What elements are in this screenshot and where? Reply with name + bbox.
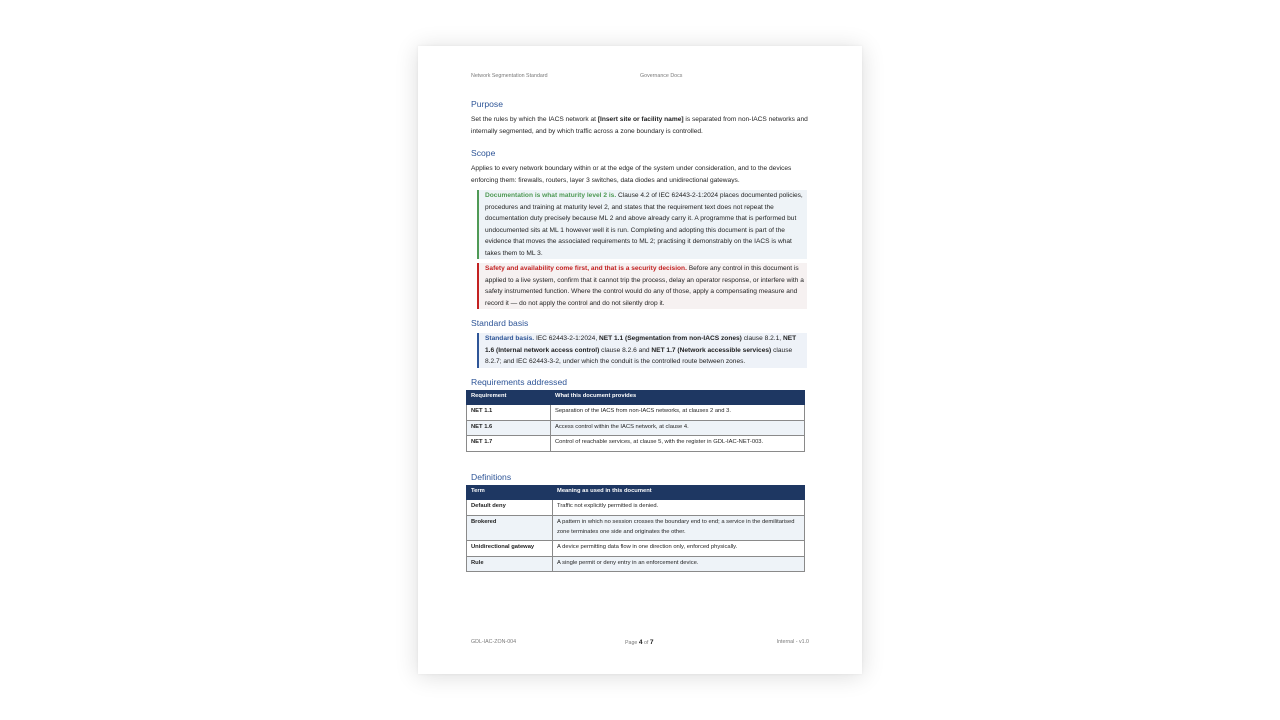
column-header: Meaning as used in this document	[553, 485, 805, 500]
total-pages: 7	[649, 639, 654, 646]
table-row	[467, 541, 805, 557]
table-row	[467, 420, 805, 436]
requirement-id: NET 1.6	[467, 420, 551, 436]
standard-basis-heading: Standard basis	[471, 318, 529, 328]
standard-basis-callout: Standard basis. IEC 62443-2-1:2024, NET 1.1 (Segmentation from non-IACS zones) clause 8.2.1, NET 1.6 (Internal network access control) clause 8.2.6 and NET 1.7 (Network accessible services) clause 8.2.7; and IEC 62443-3-2, under which the conduit is the controlled route between zones.	[477, 333, 807, 368]
scope-paragraph: Applies to every network boundary within or at the edge of the system under consideration, and to the devices enforcing them: firewalls, routers, layer 3 switches, data diodes and unidirectional gateways.	[471, 165, 792, 184]
table-header-row	[467, 485, 805, 500]
purpose-heading: Purpose	[471, 99, 504, 109]
purpose-paragraph: Set the rules by which the IACS network at [Insert site or facility name] is separated from non-IACS networks and internally segmented, and by which traffic across a zone boundary is controlled.	[471, 116, 808, 135]
table-row	[467, 405, 805, 421]
requirement-description: Access control within the IACS network, at clause 4.	[551, 420, 805, 436]
requirement-id: NET 1.7	[467, 436, 551, 452]
safety-callout: Safety and availability come first, and that is a security decision. Before any control in this document is applied to a live system, confirm that it cannot trip the process, delay an operator response, or interfere with a safety instrumented function. Where the control would do any of those, apply a compensating measure and record it — do not apply the control and do not silently drop it.	[477, 263, 807, 309]
table-row	[467, 516, 805, 541]
definitions-table	[466, 485, 805, 573]
column-header: Term	[467, 485, 553, 500]
definition-term: Brokered	[467, 516, 553, 541]
definition-meaning: A pattern in which no session crosses the boundary end to end; a service in the demilitarised zone terminates one side and originates the other.	[553, 516, 805, 541]
document-page	[418, 46, 862, 674]
definition-meaning: A device permitting data flow in one direction only, enforced physically.	[553, 541, 805, 557]
requirement-description: Control of reachable services, at clause 5, with the register in GDL-IAC-NET-003.	[551, 436, 805, 452]
definition-meaning: Traffic not explicitly permitted is denied.	[553, 500, 805, 516]
page-content	[471, 98, 809, 572]
current-page: 4	[638, 639, 643, 646]
definitions-heading: Definitions	[471, 471, 512, 482]
table-row	[467, 556, 805, 572]
table-row	[467, 500, 805, 516]
safety-callout-lead: Safety and availability come first, and that is a security decision.	[485, 265, 687, 272]
site-placeholder: [Insert site or facility name]	[597, 116, 684, 123]
column-header: Requirement	[467, 390, 551, 405]
definition-term: Default deny	[467, 500, 553, 516]
header-title: Network Segmentation Standard	[471, 73, 548, 79]
footer-page-number: Page 4 of 7	[625, 639, 654, 646]
requirements-heading: Requirements addressed	[471, 376, 568, 387]
definition-term: Rule	[467, 556, 553, 572]
table-header-row	[467, 390, 805, 405]
maturity-callout-lead: Documentation is what maturity level 2 is.	[485, 192, 617, 199]
requirement-id: NET 1.1	[467, 405, 551, 421]
maturity-callout: Documentation is what maturity level 2 is. Clause 4.2 of IEC 62443-2-1:2024 places documented policies, procedures and training at maturity level 2, and states that the requirement text does not repeat the documentation duty precisely because ML 2 and above already carry it. A programme that is performed but undocumented sits at ML 1 however well it is run. Completing and adopting this document is part of the evidence that moves the associated requirements to ML 2; practising it demonstrably on the IACS is what takes them to ML 3.	[477, 190, 807, 259]
definition-term: Unidirectional gateway	[467, 541, 553, 557]
header-section: Governance Docs	[640, 73, 683, 79]
footer-classification: Internal - v1.0	[776, 639, 809, 645]
scope-heading: Scope	[471, 148, 496, 158]
definition-meaning: A single permit or deny entry in an enforcement device.	[553, 556, 805, 572]
footer-doc-id: GDL-IAC-ZON-004	[471, 639, 517, 645]
table-row	[467, 436, 805, 452]
column-header: What this document provides	[551, 390, 805, 405]
requirements-table	[466, 390, 805, 452]
requirement-description: Separation of the IACS from non-IACS networks, at clauses 2 and 3.	[551, 405, 805, 421]
